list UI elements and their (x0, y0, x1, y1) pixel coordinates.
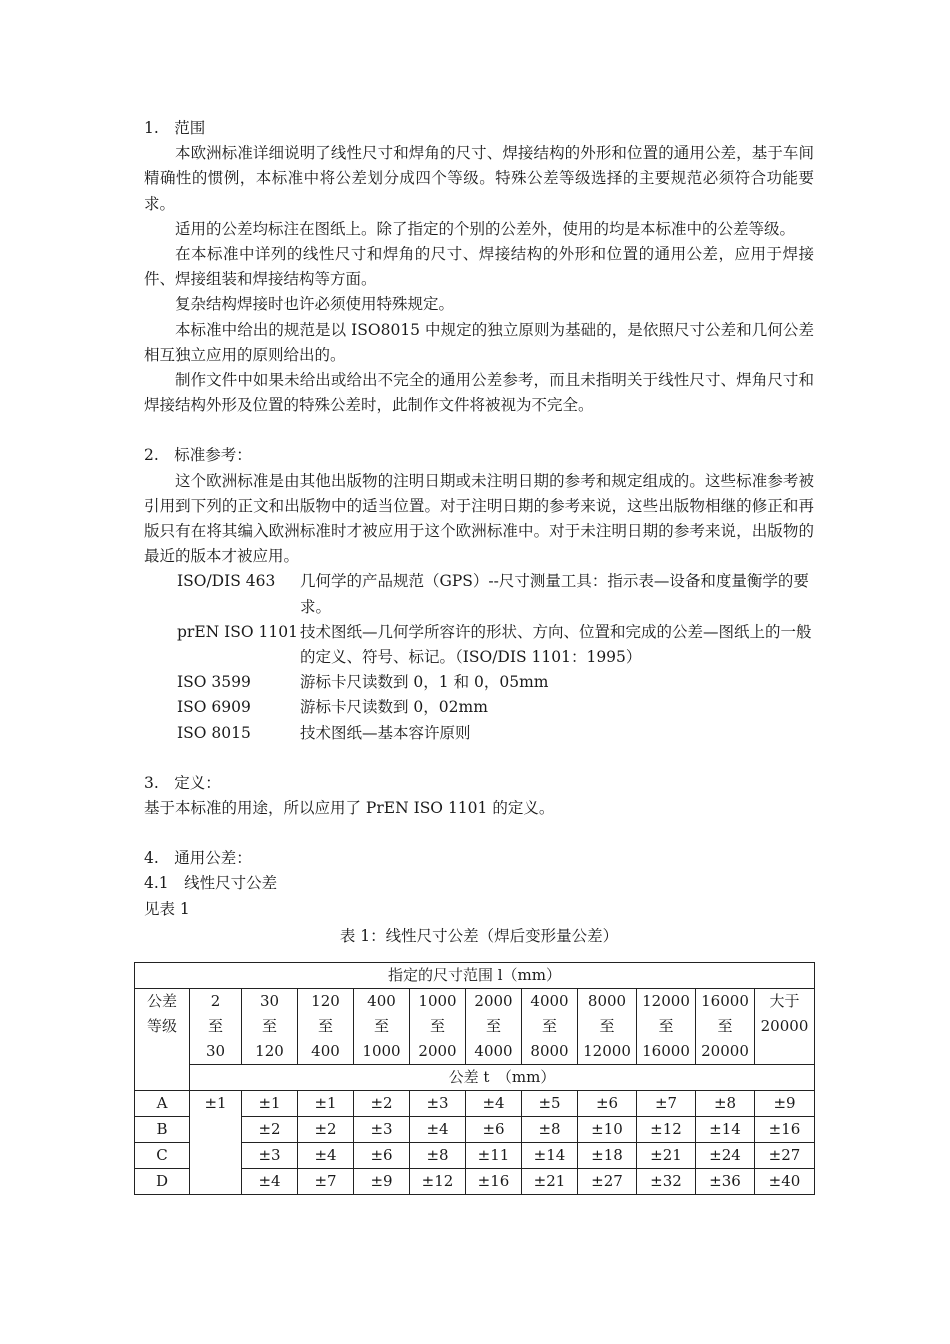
value-cell: ±16 (466, 1169, 522, 1195)
value-cell: ±40 (755, 1169, 815, 1195)
value-cell: ±3 (242, 1143, 298, 1169)
reference-item (144, 721, 814, 746)
value-cell: ±2 (298, 1117, 354, 1143)
value-cell: ±5 (522, 1091, 578, 1117)
reference-item (144, 695, 814, 720)
reference-code: ISO 6909 (177, 698, 251, 717)
section-2-heading: 2. 标准参考： (144, 446, 252, 465)
table-header-row (135, 963, 815, 989)
value-cell: ±27 (755, 1143, 815, 1169)
value-cell: ±7 (637, 1091, 696, 1117)
value-cell: ±10 (578, 1117, 637, 1143)
section-4-1-heading: 4.1 线性尺寸公差 (144, 874, 278, 893)
reference-description: 游标卡尺读数到 0，02mm (300, 698, 488, 717)
range-cell: 1000 至 2000 (410, 989, 466, 1065)
section-2-paragraph-1: 这个欧洲标准是由其他出版物的注明日期或未注明日期的参考和规定组成的。这些标准参考被引用到下列的正文和出版物中的适当位置。对于注明日期的参考来说，这些出版物相继的修正和再版只有在将其编入欧洲标准时才被应用于这个欧洲标准中。对于未注明日期的参考来说，出版物的最近的版本才被应用。 (144, 471, 814, 566)
value-cell: ±7 (298, 1169, 354, 1195)
reference-description: 技术图纸—基本容许原则 (300, 723, 471, 742)
reference-code: ISO/DIS 463 (177, 572, 276, 591)
section-3-heading: 3. 定义： (144, 773, 221, 792)
value-cell: ±27 (578, 1169, 637, 1195)
value-cell: ±6 (354, 1143, 410, 1169)
section-1-paragraph-3: 在本标准中详列的线性尺寸和焊角的尺寸、焊接结构的外形和位置的通用公差，应用于焊接件、焊接组装和焊接结构等方面。 (144, 245, 814, 289)
class-cell: B (135, 1117, 190, 1143)
section-1-paragraph-5: 本标准中给出的规范是以 ISO8015 中规定的独立原则为基础的，是依照尺寸公差和几何公差相互独立应用的原则给出的。 (144, 320, 814, 364)
table-caption: 表 1：线性尺寸公差（焊后变形量公差） (339, 926, 619, 945)
tolerance-table (134, 962, 815, 1195)
reference-description: 技术图纸—几何学所容许的形状、方向、位置和完成的公差—图纸上的一般的定义、符号、标记。（ISO/DIS 1101：1995） (300, 622, 812, 667)
value-cell: ±4 (242, 1169, 298, 1195)
table-range-row (135, 989, 815, 1065)
value-cell: ±9 (354, 1169, 410, 1195)
section-1-heading: 1. 范围 (144, 119, 206, 137)
reference-item (144, 569, 814, 619)
class-cell: C (135, 1143, 190, 1169)
table-tolerance-header-row (135, 1065, 815, 1091)
section-1-paragraph-2: 适用的公差均标注在图纸上。除了指定的个别的公差外，使用的均是本标准中的公差等级。 (175, 219, 796, 238)
class-cell: D (135, 1169, 190, 1195)
value-cell: ±3 (410, 1091, 466, 1117)
section-3-text: 基于本标准的用途，所以应用了 PrEN ISO 1101 的定义。 (144, 799, 555, 818)
section-1-paragraph-1: 本欧洲标准详细说明了线性尺寸和焊角的尺寸、焊接结构的外形和位置的通用公差，基于车间精确性的惯例，本标准中将公差划分成四个等级。特殊公差等级选择的主要规范必须符合功能要求。 (144, 144, 814, 213)
value-cell: ±24 (696, 1143, 755, 1169)
value-cell: ±12 (637, 1117, 696, 1143)
section-4-heading: 4. 通用公差： (144, 849, 252, 868)
value-cell: ±4 (410, 1117, 466, 1143)
value-cell: ±36 (696, 1169, 755, 1195)
value-cell: ±32 (637, 1169, 696, 1195)
value-cell: ±8 (522, 1117, 578, 1143)
value-cell: ±14 (522, 1143, 578, 1169)
reference-code: ISO 8015 (177, 723, 251, 742)
value-cell: ±18 (578, 1143, 637, 1169)
range-header: 指定的尺寸范围 l（mm） (135, 963, 815, 989)
range-cell: 4000 至 8000 (522, 989, 578, 1065)
reference-item (144, 620, 814, 670)
value-cell: ±2 (354, 1091, 410, 1117)
value-cell: ±14 (696, 1117, 755, 1143)
value-cell: ±3 (354, 1117, 410, 1143)
value-cell: ±9 (755, 1091, 815, 1117)
value-cell: ±21 (637, 1143, 696, 1169)
tolerance-header: 公差 t （mm） (190, 1065, 815, 1091)
class-header: 公差 等级 (135, 989, 190, 1091)
range-cell: 16000 至 20000 (696, 989, 755, 1065)
document-page (144, 116, 814, 948)
reference-item (144, 670, 814, 695)
range-cell: 30 至 120 (242, 989, 298, 1065)
reference-code: prEN ISO 1101 (177, 622, 298, 641)
range-cell: 2000 至 4000 (466, 989, 522, 1065)
value-cell: ±4 (298, 1143, 354, 1169)
reference-description: 几何学的产品规范（GPS）--尺寸测量工具：指示表—设备和度量衡学的要求。 (300, 572, 809, 616)
value-cell: ±8 (696, 1091, 755, 1117)
value-cell: ±4 (466, 1091, 522, 1117)
table-row (135, 1091, 815, 1117)
value-cell: ±2 (242, 1117, 298, 1143)
value-cell: ±6 (466, 1117, 522, 1143)
range-cell: 12000 至 16000 (637, 989, 696, 1065)
section-1-paragraph-6: 制作文件中如果未给出或给出不完全的通用公差参考，而且未指明关于线性尺寸、焊角尺寸和焊接结构外形及位置的特殊公差时，此制作文件将被视为不完全。 (144, 371, 814, 415)
range-cell: 8000 至 12000 (578, 989, 637, 1065)
class-cell: A (135, 1091, 190, 1117)
value-cell: ±1 (190, 1091, 242, 1195)
reference-description: 游标卡尺读数到 0，1 和 0，05mm (300, 673, 549, 692)
value-cell: ±8 (410, 1143, 466, 1169)
value-cell: ±6 (578, 1091, 637, 1117)
value-cell: ±1 (298, 1091, 354, 1117)
reference-code: ISO 3599 (177, 673, 251, 692)
section-1-paragraph-4: 复杂结构焊接时也许必须使用特殊规定。 (175, 295, 455, 314)
value-cell: ±16 (755, 1117, 815, 1143)
range-cell: 120 至 400 (298, 989, 354, 1065)
value-cell: ±11 (466, 1143, 522, 1169)
range-cell: 400 至 1000 (354, 989, 410, 1065)
range-cell: 大于 20000 (755, 989, 815, 1065)
see-table-note: 见表 1 (144, 899, 190, 918)
value-cell: ±12 (410, 1169, 466, 1195)
range-cell: 2 至 30 (190, 989, 242, 1065)
value-cell: ±21 (522, 1169, 578, 1195)
value-cell: ±1 (242, 1091, 298, 1117)
